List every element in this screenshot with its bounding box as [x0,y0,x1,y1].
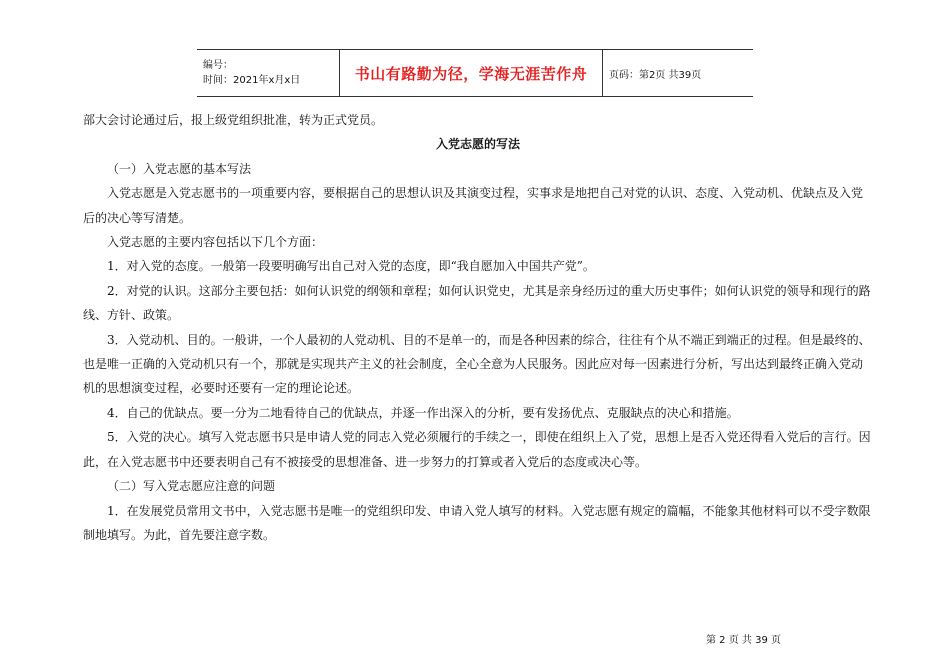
header-page-info: 页码：第2页 共39页 [609,69,702,81]
list-item: 1．在发展党员常用文书中，入党志愿书是唯一的党组织印发、申请入党人填写的材料。入党志愿有规定的篇幅，不能象其他材料可以不受字数限制地填写。为此，首先要注意字数。 [83,503,871,542]
list-item: 5．入党的决心。填写入党志愿书只是申请人党的同志入党必须履行的手续之一，即使在组织上入了党，思想上是否入党还得看入党后的言行。因此，在入党志愿书中还要表明自己有不被接受的思想准备、进一步努力的打算或者入党后的态度或决心等。 [83,430,871,469]
header-meta [197,50,340,97]
section-title: 入党志愿的写法 [435,137,520,152]
list-item: 1．对入党的态度。一般第一段要明确写出自己对入党的态度，即“我自愿加入中国共产党”。 [107,259,595,274]
page-header [197,49,753,97]
carryover-paragraph: 部大会讨论通过后，报上级党组织批准，转为正式党员。 [83,113,384,127]
section1-intro: 入党志愿是入党志愿书的一项重要内容，要根据自己的思想认识及其演变过程，实事求是地把自己对党的认识、态度、入党动机、优缺点及入党后的决心等写清楚。 [83,186,864,225]
header-motto-cell [340,50,603,97]
list-item: 4．自己的优缺点。要一分为二地看待自己的优缺点，并逐一作出深入的分析，要有发扬优点、克服缺点的决心和措施。 [107,405,739,420]
section1-heading: （一）入党志愿的基本写法 [107,161,252,176]
section2-heading: （二）写入党志愿应注意的问题 [107,479,276,494]
section1-main: 入党志愿的主要内容包括以下几个方面： [107,235,324,250]
list-item: 3．入党动机、目的。一般讲，一个人最初的人党动机、目的不是单一的，而是各种因素的综合，往往有个从不端正到端正的过程。但是最终的、也是唯一正确的入党动机只有一个，那就是实现共产主义的社会制度，全心全意为人民服务。因此应对每一因素进行分析，写出达到最终正确入党动机的思想演变过程，必要时还要有一定的理论论述。 [83,332,871,396]
header-motto: 书山有路勤为径，学海无涯苦作舟 [354,64,588,83]
serial-label: 编号： [203,60,233,71]
time-label: 时间：2021年x月x日 [203,75,301,86]
page-footer: 第 2 页 共 39 页 [706,635,781,646]
list-item: 2．对党的认识。这部分主要包括：如何认识党的纲领和章程；如何认识党史，尤其是亲身经历过的重大历史事件；如何认识党的领导和现行的路线、方针、政策。 [83,283,871,323]
document-body [83,108,873,547]
